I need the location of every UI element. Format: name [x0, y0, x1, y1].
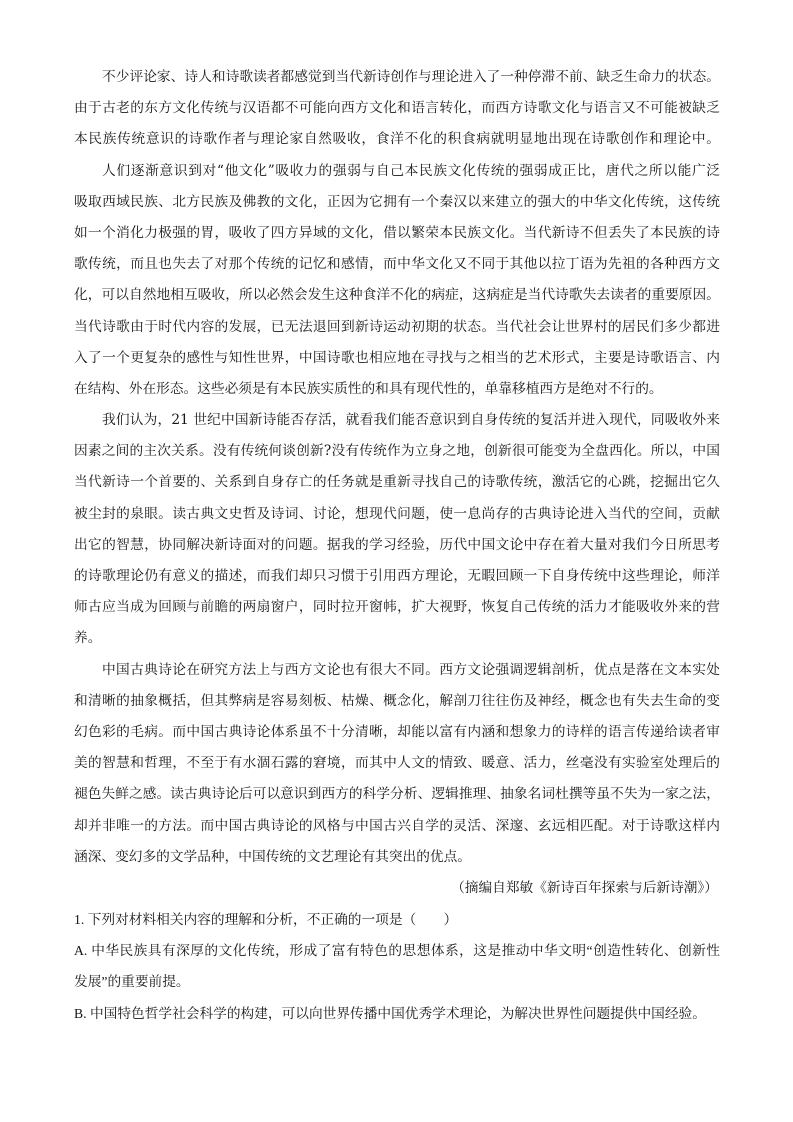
source-citation: （摘编自郑敏《新诗百年探索与后新诗潮》）: [451, 879, 718, 896]
option-text-line: B. 中国特色哲学社会科学的构建，可以向世界传播中国优秀学术理论，为解决世界性问题提供中国经验。: [74, 1005, 706, 1021]
text-line: 出它的智慧，协同解决新诗面对的问题。据我的学习经验，历代中国文论中存在着大量对我们今日所思考: [74, 536, 720, 553]
text-line: 如一个消化力极强的胃，吸收了四方异域的文化，借以繁荣本民族文化。当代新诗不但丢失了本民族的诗: [74, 224, 720, 241]
text-line: 褪色失鲜之感。读古典诗论后可以意识到西方的科学分析、逻辑推理、抽象名词杜撰等虽不失为一家之法，: [74, 786, 720, 803]
text-line: 不少评论家、诗人和诗歌读者都感觉到当代新诗创作与理论进入了一种停滞不前、缺乏生命力的状态。: [102, 69, 720, 85]
text-line: 养。: [74, 630, 102, 647]
paragraph-3: [74, 405, 720, 655]
paragraph-2: [74, 156, 720, 406]
text-line: 被尘封的泉眼。读古典文史哲及诗词、讨论，想现代问题，使一息尚存的古典诗论进入当代的空间，贡献: [74, 505, 720, 522]
text-line: 我们认为，21 世纪中国新诗能否存活，就看我们能否意识到自身传统的复活并进入现代，同吸收外来: [102, 412, 720, 429]
text-line: 歌传统，而且也失去了对那个传统的记忆和感情，而中华文化又不同于其他以拉丁语为先祖的各种西方文: [74, 256, 720, 273]
question-stem: 1. 下列对材料相关内容的理解和分析，不正确的一项是（ ）: [74, 912, 458, 928]
option-text-line: A. 中华民族具有深厚的文化传统，形成了富有特色的思想体系，这是推动中华文明“创造性转化、创新性: [74, 943, 720, 959]
text-line: 吸取西域民族、北方民族及佛教的文化，正因为它拥有一个秦汉以来建立的强大的中华文化传统，这传统: [74, 193, 720, 210]
paragraph-4: [74, 655, 720, 873]
text-line: 由于古老的东方文化传统与汉语都不可能向西方文化和语言转化，而西方诗歌文化与语言又不可能被缺乏: [74, 100, 720, 117]
text-line: 的诗歌理论仍有意义的描述，而我们却只习惯于引用西方理论，无暇回顾一下自身传统中这些理论，师洋: [74, 568, 720, 584]
text-line: 当代诗歌由于时代内容的发展，已无法退回到新诗运动初期的状态。当代社会让世界村的居民们多少都进: [74, 318, 720, 335]
option-a: [74, 935, 720, 997]
paragraph-1: [74, 62, 720, 156]
text-line: 入了一个更复杂的感性与知性世界，中国诗歌也相应地在寻找与之相当的艺术形式，主要是诗歌语言、内: [74, 349, 720, 366]
article-body: [74, 62, 720, 904]
text-line: 师古应当成为回顾与前瞻的两扇窗户，同时拉开窗帏，扩大视野，恢复自己传统的活力才能吸收外来的营: [74, 599, 720, 616]
text-line: 因素之间的主次关系。没有传统何谈创新?没有传统作为立身之地，创新很可能变为全盘西化。所以，中国: [74, 443, 720, 460]
text-line: 中国古典诗论在研究方法上与西方文论也有很大不同。西方文论强调逻辑剖析，优点是落在文本实处: [102, 661, 720, 678]
question-1: [74, 904, 720, 1029]
text-line: 当代新诗一个首要的、关系到自身存亡的任务就是重新寻找自己的诗歌传统，激活它的心跳，挖掘出它久: [74, 474, 720, 491]
text-line: 化，可以自然地相互吸收，所以必然会发生这种食洋不化的病症，这病症是当代诗歌失去读者的重要原因。: [74, 287, 720, 304]
option-text-line: 发展”的重要前提。: [74, 974, 190, 990]
text-line: 美的智慧和哲理，不至于有水涸石露的窘境，而其中人文的情致、暖意、活力，丝毫没有实验室处理后的: [74, 755, 720, 772]
text-line: 本民族传统意识的诗歌作者与理论家自然吸收，食洋不化的积食病就明显地出现在诗歌创作和理论中。: [74, 131, 720, 148]
text-line: 和清晰的抽象概括，但其弊病是容易刻板、枯燥、概念化，解剖刀往往伤及神经，概念也有失去生命的变: [74, 692, 720, 709]
option-b: [74, 998, 720, 1029]
document-page: [74, 62, 720, 1029]
text-line: 涵深、变幻多的文学品种，中国传统的文艺理论有其突出的优点。: [74, 848, 471, 865]
text-line: 却并非唯一的方法。而中国古典诗论的风格与中国古兴自学的灵活、深邃、玄远相匹配。对于诗歌这样内: [74, 817, 720, 834]
text-line: 幻色彩的毛病。而中国古典诗论体系虽不十分清晰，却能以富有内涵和想象力的诗样的语言传递给读者审: [74, 723, 720, 740]
text-line: 在结构、外在形态。这些必须是有本民族实质性的和具有现代性的，单靠移植西方是绝对不行的。: [74, 380, 663, 397]
text-line: 人们逐渐意识到对“他文化”吸收力的强弱与自己本民族文化传统的强弱成正比，唐代之所以能广泛: [102, 162, 720, 179]
